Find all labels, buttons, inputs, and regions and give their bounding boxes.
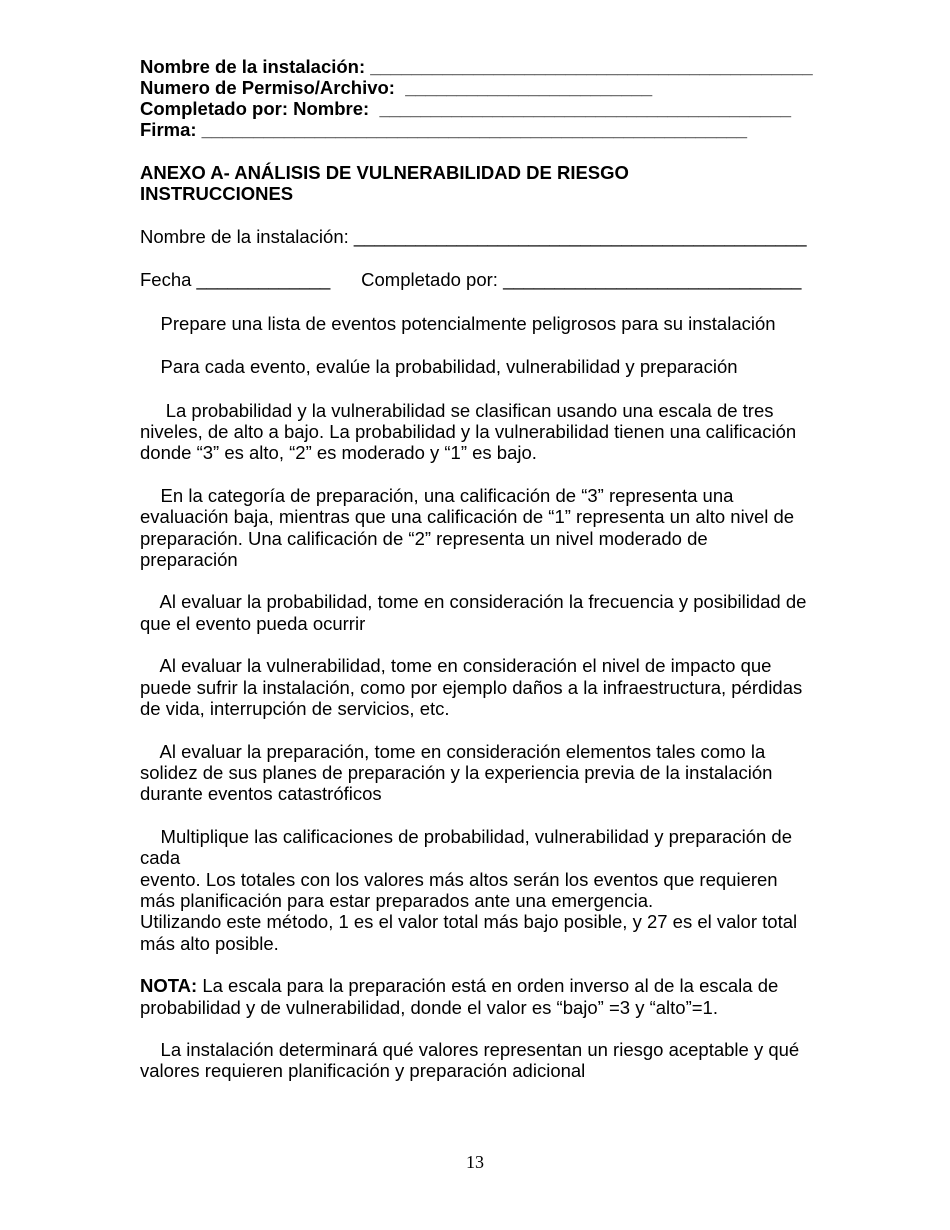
paragraph-line: durante eventos catastróficos (140, 783, 382, 805)
facility-name-field: Nombre de la instalación: ___________________________________________ (140, 56, 813, 77)
instruction-paragraph-2: Para cada evento, evalúe la probabilidad, vulnerabilidad y preparación (140, 356, 738, 378)
nota-text: La escala para la preparación está en orden inverso al de la escala de (197, 975, 779, 997)
paragraph-line: La instalación determinará qué valores representan un riesgo aceptable y qué (140, 1038, 800, 1060)
page-number: 13 (466, 1152, 484, 1172)
paragraph-line: niveles, de alto a bajo. La probabilidad y la vulnerabilidad tienen una calificación (140, 421, 797, 443)
instruction-paragraph-3 (140, 400, 820, 464)
section-title-line-2: INSTRUCCIONES (140, 183, 294, 204)
form-facility-name: Nombre de la instalación: ____________________________________________ (140, 226, 807, 247)
paragraph-line: En la categoría de preparación, una calificación de “3” representa una (140, 484, 734, 506)
paragraph-line: cada (140, 847, 181, 869)
instruction-paragraph-6 (140, 655, 820, 719)
paragraph-line: más alto posible. (140, 932, 279, 954)
paragraph-line: evaluación baja, mientras que una calificación de “1” representa un alto nivel de (140, 506, 795, 528)
paragraph-line: donde “3” es alto, “2” es moderado y “1” es bajo. (140, 442, 537, 464)
form-date-completed-by: Fecha _____________ Completado por: _____________________________ (140, 269, 802, 291)
paragraph-line: más planificación para estar preparados ante una emergencia. (140, 889, 654, 911)
paragraph-line: Utilizando este método, 1 es el valor total más bajo posible, y 27 es el valor total (140, 911, 798, 933)
permit-number-field: Numero de Permiso/Archivo: ________________________ (140, 77, 653, 98)
paragraph-line: Al evaluar la probabilidad, tome en consideración la frecuencia y posibilidad de (140, 591, 807, 613)
paragraph-line: Multiplique las calificaciones de probabilidad, vulnerabilidad y preparación de (140, 825, 792, 847)
section-title (140, 162, 820, 204)
instruction-paragraph-1: Prepare una lista de eventos potencialmente peligrosos para su instalación (140, 312, 776, 334)
paragraph-line: solidez de sus planes de preparación y la experiencia previa de la instalación (140, 761, 773, 783)
instruction-paragraph-8 (140, 826, 820, 954)
nota-paragraph (140, 975, 820, 1018)
paragraph-line: que el evento pueda ocurrir (140, 612, 366, 634)
document-page (140, 56, 820, 1082)
section-title-line-1: ANEXO A- ANÁLISIS DE VULNERABILIDAD DE RIESGO (140, 162, 629, 183)
paragraph-line: Al evaluar la preparación, tome en consideración elementos tales como la (140, 740, 766, 762)
paragraph-line: Al evaluar la vulnerabilidad, tome en consideración el nivel de impacto que (140, 655, 772, 677)
paragraph-line: probabilidad y de vulnerabilidad, donde el valor es “bajo” =3 y “alto”=1. (140, 996, 718, 1018)
paragraph-line: evento. Los totales con los valores más altos serán los eventos que requieren (140, 868, 778, 890)
paragraph-line: puede sufrir la instalación, como por ejemplo daños a la infraestructura, pérdidas (140, 676, 803, 698)
paragraph-line: preparación (140, 549, 238, 571)
instruction-paragraph-5 (140, 591, 820, 634)
completed-by-field: Completado por: Nombre: ________________________________________ (140, 98, 792, 119)
paragraph-line: de vida, interrupción de servicios, etc. (140, 698, 450, 720)
paragraph-line: La probabilidad y la vulnerabilidad se clasifican usando una escala de tres (140, 399, 774, 421)
nota-label: NOTA: (140, 975, 198, 997)
paragraph-line (140, 975, 820, 996)
instruction-paragraph-10 (140, 1039, 820, 1082)
header-block (140, 56, 820, 140)
signature-field: Firma: _____________________________________________________ (140, 119, 747, 140)
instruction-paragraph-7 (140, 741, 820, 805)
instruction-paragraph-4 (140, 485, 820, 571)
paragraph-line: valores requieren planificación y preparación adicional (140, 1060, 586, 1082)
paragraph-line: preparación. Una calificación de “2” representa un nivel moderado de (140, 527, 708, 549)
